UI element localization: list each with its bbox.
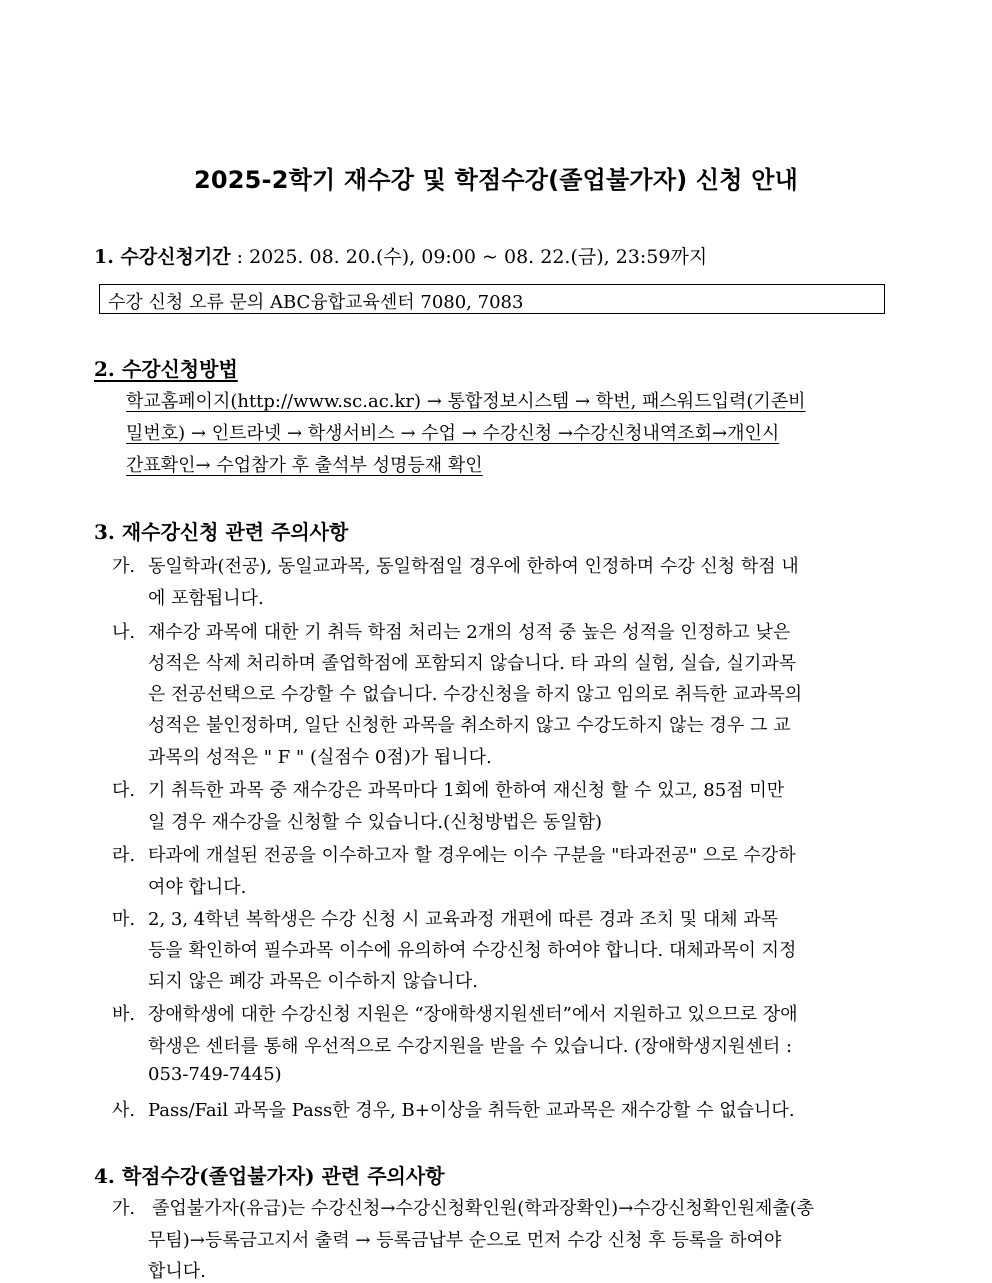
credit-notice-ga-line-2: 무팀)→등록금고지서 출력 → 등록금납부 순으로 먼저 수강 신청 후 등록을 하여야 xyxy=(148,1230,782,1251)
section3-heading: 3. 재수강신청 관련 주의사항 xyxy=(94,520,349,544)
notice-da-line-2: 일 경우 재수강을 신청할 수 있습니다.(신청방법은 동일함) xyxy=(148,812,603,833)
notice-ba-line-2: 학생은 센터를 통해 우선적으로 수강지원을 받을 수 있습니다. (장애학생지원센터 : xyxy=(148,1036,793,1057)
page-title: 2025-2학기 재수강 및 학점수강(졸업불가자) 신청 안내 xyxy=(193,166,799,194)
notice-ra-line-1: 타과에 개설된 전공을 이수하고자 할 경우에는 이수 구분을 "타과전공" 으로 수강하 xyxy=(148,845,796,866)
notice-label-ra: 라. xyxy=(112,845,136,866)
notice-label-da: 다. xyxy=(112,780,136,801)
section2-heading: 2. 수강신청방법 xyxy=(94,357,238,381)
credit-notice-ga-line-3: 합니다. xyxy=(148,1261,206,1282)
notice-label-ba: 바. xyxy=(112,1004,136,1025)
notice-ba-line-1: 장애학생에 대한 수강신청 지원은 “장애학생지원센터”에서 지원하고 있으므로 장애 xyxy=(148,1004,798,1025)
method-line-2: 밀번호) → 인트라넷 → 학생서비스 → 수업 → 수강신청 →수강신청내역조회→개인시 xyxy=(126,423,780,444)
notice-sa-line-1: Pass/Fail 과목을 Pass한 경우, B+이상을 취득한 교과목은 재수강할 수 없습니다. xyxy=(148,1100,795,1121)
notice-ma-line-1: 2, 3, 4학년 복학생은 수강 신청 시 교육과정 개편에 따른 경과 조치 및 대체 과목 xyxy=(148,909,779,930)
contact-box xyxy=(99,284,885,314)
notice-na-line-3: 은 전공선택으로 수강할 수 없습니다. 수강신청을 하지 않고 임의로 취득한 교과목의 xyxy=(148,684,803,705)
section4-heading: 4. 학점수강(졸업불가자) 관련 주의사항 xyxy=(94,1164,445,1188)
section1-heading: 1. 수강신청기간 xyxy=(94,246,231,268)
notice-na-line-4: 성적은 불인정하며, 일단 신청한 과목을 취소하지 않고 수강도하지 않는 경우 그 교 xyxy=(148,715,791,736)
notice-ma-line-2: 등을 확인하여 필수과목 이수에 유의하여 수강신청 하여야 합니다. 대체과목이 지정 xyxy=(148,940,797,961)
section1-period-line xyxy=(94,242,707,269)
section1-period: 2025. 08. 20.(수), 09:00 ~ 08. 22.(금), 23:59까지 xyxy=(249,246,708,268)
notice-na-line-2: 성적은 삭제 처리하며 졸업학점에 포함되지 않습니다. 타 과의 실험, 실습, 실기과목 xyxy=(148,653,797,674)
notice-label-ma: 마. xyxy=(112,909,136,930)
notice-ga-line-1: 동일학과(전공), 동일교과목, 동일학점일 경우에 한하여 인정하며 수강 신청 학점 내 xyxy=(148,556,799,577)
notice-label-na: 나. xyxy=(112,622,136,643)
notice-ra-line-2: 여야 합니다. xyxy=(148,877,247,898)
notice-ga-line-2: 에 포함됩니다. xyxy=(148,588,264,609)
credit-notice-label-ga: 가. xyxy=(112,1198,136,1219)
notice-ma-line-3: 되지 않은 폐강 과목은 이수하지 않습니다. xyxy=(148,971,478,992)
section1-separator: : xyxy=(230,246,250,268)
method-line-1: 학교홈페이지(http://www.sc.ac.kr) → 통합정보시스템 → 학번, 패스워드입력(기존비 xyxy=(126,391,806,412)
method-line-3: 간표확인→ 수업참가 후 출석부 성명등재 확인 xyxy=(126,455,483,476)
notice-da-line-1: 기 취득한 과목 중 재수강은 과목마다 1회에 한하여 재신청 할 수 있고, 85점 미만 xyxy=(148,780,785,801)
notice-na-line-1: 재수강 과목에 대한 기 취득 학점 처리는 2개의 성적 중 높은 성적을 인정하고 낮은 xyxy=(148,622,791,643)
credit-notice-ga-line-1: 졸업불가자(유급)는 수강신청→수강신청확인원(학과장확인)→수강신청확인원제출(총 xyxy=(152,1198,815,1219)
notice-label-ga: 가. xyxy=(112,556,136,577)
notice-label-sa: 사. xyxy=(112,1100,136,1121)
notice-na-line-5: 과목의 성적은 " F " (실점수 0점)가 됩니다. xyxy=(148,747,492,768)
notice-ba-line-3: 053-749-7445) xyxy=(148,1064,282,1085)
contact-text: 수강 신청 오류 문의 ABC융합교육센터 7080, 7083 xyxy=(108,292,524,313)
